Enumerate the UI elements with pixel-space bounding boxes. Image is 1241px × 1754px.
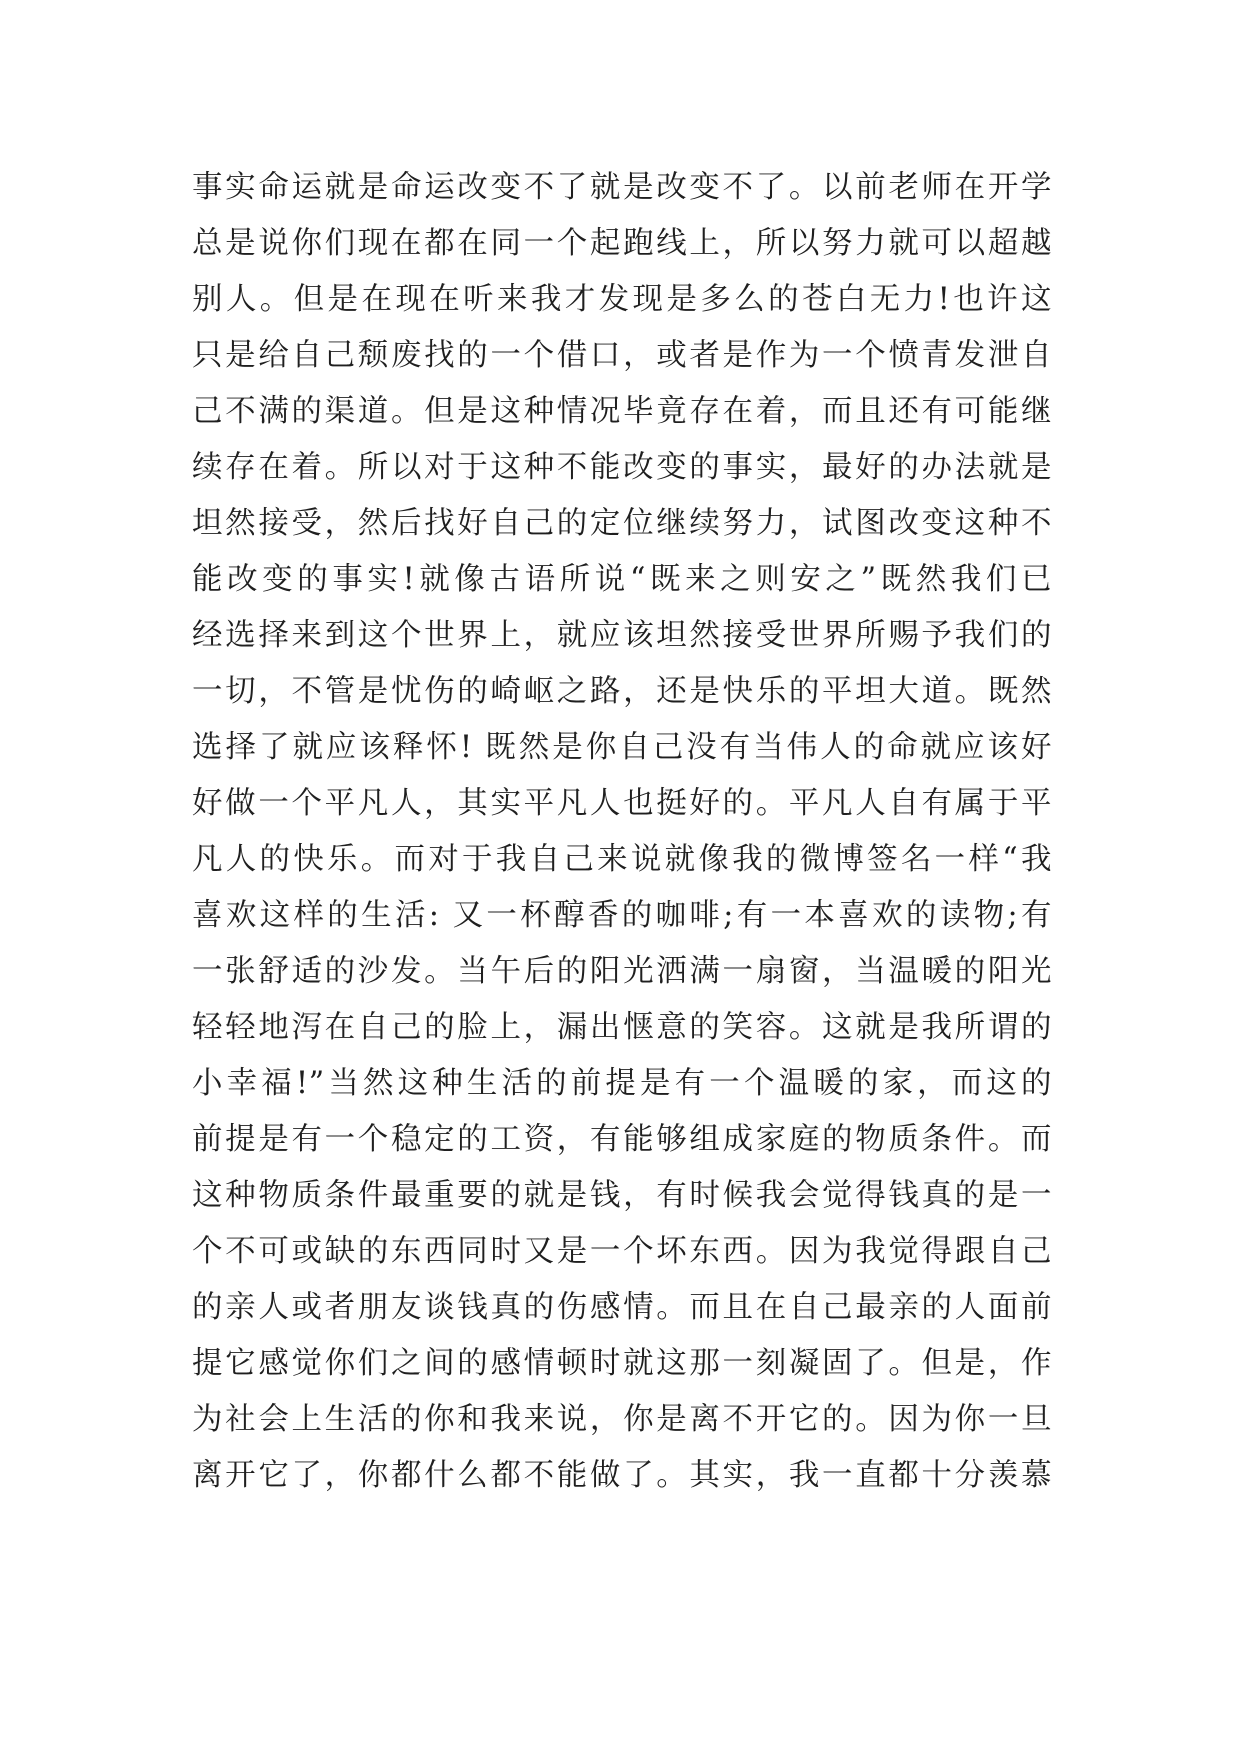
text-line: 前提是有一个稳定的工资，有能够组成家庭的物质条件。而 — [192, 1122, 1052, 1157]
text-line: 能改变的事实!就像古语所说“既来之则安之”既然我们已 — [192, 562, 1052, 597]
text-line: 一张舒适的沙发。当午后的阳光洒满一扇窗，当温暖的阳光 — [192, 954, 1052, 989]
text-line: 坦然接受，然后找好自己的定位继续努力，试图改变这种不 — [192, 506, 1052, 541]
text-line: 选择了就应该释怀! 既然是你自己没有当伟人的命就应该好 — [192, 730, 1052, 765]
text-line: 提它感觉你们之间的感情顿时就这那一刻凝固了。但是，作 — [192, 1346, 1052, 1381]
text-line: 己不满的渠道。但是这种情况毕竟存在着，而且还有可能继 — [192, 394, 1052, 429]
body-text — [192, 160, 1052, 1504]
text-line: 总是说你们现在都在同一个起跑线上，所以努力就可以超越 — [192, 226, 1052, 261]
text-line: 事实命运就是命运改变不了就是改变不了。以前老师在开学 — [192, 170, 1052, 205]
text-line: 喜欢这样的生活: 又一杯醇香的咖啡;有一本喜欢的读物;有 — [192, 898, 1052, 933]
text-line: 只是给自己颓废找的一个借口，或者是作为一个愤青发泄自 — [192, 338, 1052, 373]
text-line: 续存在着。所以对于这种不能改变的事实，最好的办法就是 — [192, 450, 1052, 485]
text-line: 经选择来到这个世界上，就应该坦然接受世界所赐予我们的 — [192, 618, 1052, 653]
text-line: 凡人的快乐。而对于我自己来说就像我的微博签名一样“我 — [192, 842, 1052, 877]
text-line: 一切，不管是忧伤的崎岖之路，还是快乐的平坦大道。既然 — [192, 674, 1052, 709]
text-line: 离开它了，你都什么都不能做了。其实，我一直都十分羡慕 — [192, 1458, 1052, 1493]
text-line: 为社会上生活的你和我来说，你是离不开它的。因为你一旦 — [192, 1402, 1052, 1437]
text-line: 别人。但是在现在听来我才发现是多么的苍白无力!也许这 — [192, 282, 1052, 317]
text-line: 好做一个平凡人，其实平凡人也挺好的。平凡人自有属于平 — [192, 786, 1052, 821]
text-line: 这种物质条件最重要的就是钱，有时候我会觉得钱真的是一 — [192, 1178, 1052, 1213]
text-line: 个不可或缺的东西同时又是一个坏东西。因为我觉得跟自己 — [192, 1234, 1052, 1269]
text-line: 的亲人或者朋友谈钱真的伤感情。而且在自己最亲的人面前 — [192, 1290, 1052, 1325]
text-line: 小幸福!”当然这种生活的前提是有一个温暖的家，而这的 — [192, 1066, 1052, 1101]
text-line: 轻轻地泻在自己的脸上，漏出惬意的笑容。这就是我所谓的 — [192, 1010, 1052, 1045]
